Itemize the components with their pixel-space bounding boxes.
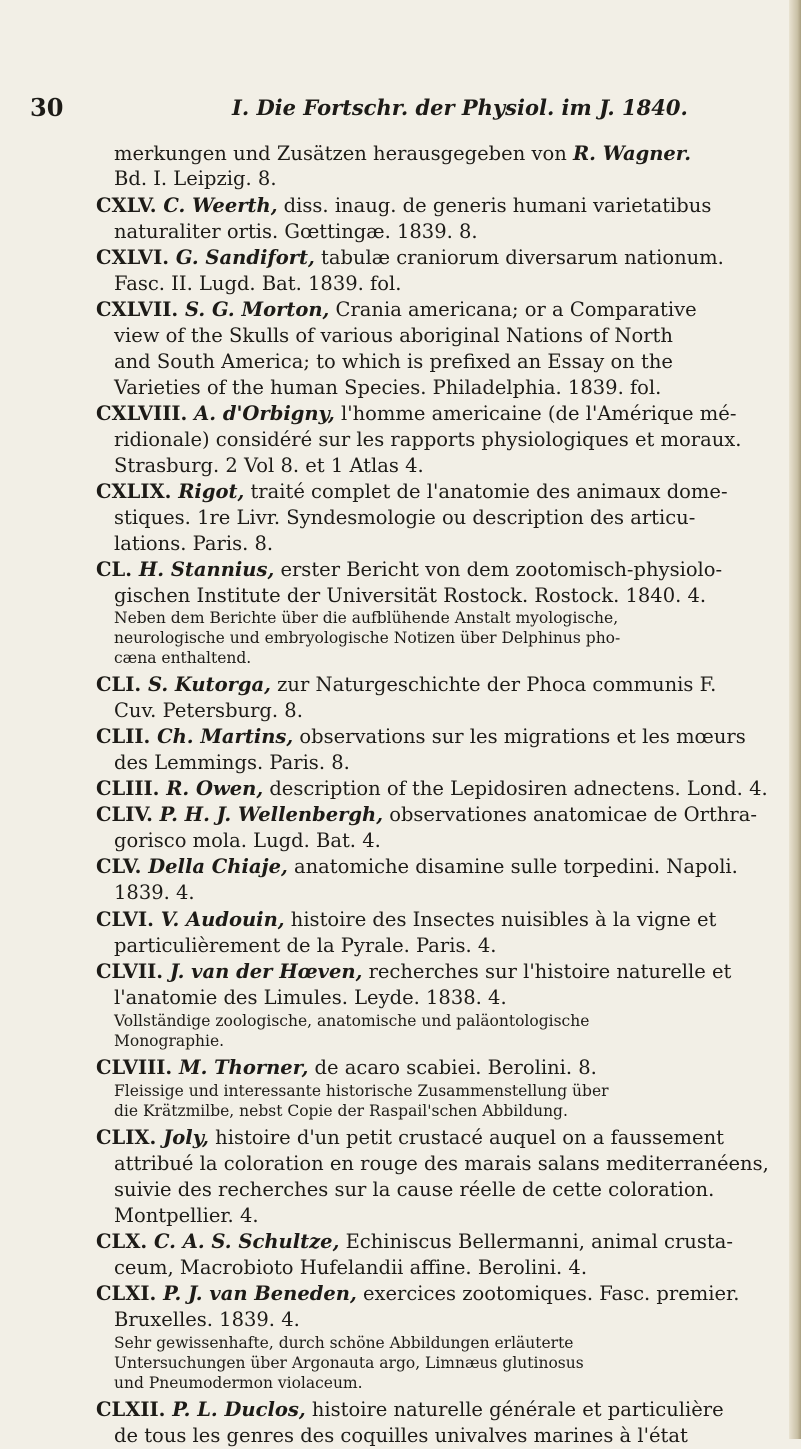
entry-line [96,245,724,271]
entry-line [114,933,496,959]
entry-author: C. A. S. Schultze, [153,1230,340,1253]
entry-line [114,453,424,479]
entry-text: gorisco mola. Lugd. Bat. 4. [114,829,381,852]
entry-author: P. L. Duclos, [172,1398,306,1421]
entry-line [96,1397,724,1423]
entry-note-line [114,1031,224,1051]
entry-number: CL. [96,558,139,581]
entry-line [96,907,716,933]
entry-text: merkungen und Zusätzen herausgegeben von [114,142,573,165]
entry-text: gischen Institute der Universität Rostock. Rostock. 1840. 4. [114,584,707,607]
entry-text: Neben dem Berichte über die aufblühende Anstalt myologische, [114,609,619,627]
entry-text: and South America; to which is prefixed an Essay on the [114,350,673,373]
entry-line [96,1229,733,1255]
entry-text: cæna enthaltend. [114,649,252,667]
entry-note-line [114,1081,609,1101]
entry-line [114,141,691,167]
entry-text: observations sur les migrations et les mœurs [293,725,746,748]
entry-author: P. J. van Beneden, [163,1282,357,1305]
entry-note-line [114,1011,589,1031]
entry-text: und Pneumodermon violaceum. [114,1374,363,1392]
entry-line [114,271,401,297]
entry-line [96,672,716,698]
entry-text: Varieties of the human Species. Philadelphia. 1839. fol. [114,376,662,399]
entry-text: Untersuchungen über Argonauta argo, Limnæus glutinosus [114,1354,584,1372]
entry-text: l'anatomie des Limules. Leyde. 1838. 4. [114,986,507,1009]
entry-text: 1839. 4. [114,881,195,904]
entry-number: CLIII. [96,777,167,800]
entry-line [114,219,478,245]
entry-text: histoire des Insectes nuisibles à la vigne et [284,908,717,931]
entry-number: CLVI. [96,908,161,931]
entry-line [114,531,273,557]
entry-line [114,1423,688,1449]
entry-text: traité complet de l'anatomie des animaux dome- [244,480,728,503]
entry-line [114,375,661,401]
entry-number: CLV. [96,855,149,878]
entry-number: CLIV. [96,803,160,826]
entry-line [114,985,507,1011]
entry-text: observationes anatomicae de Orthra- [383,803,757,826]
entry-author: S. Kutorga, [147,673,271,696]
entry-line [96,1055,597,1081]
entry-text: ridionale) considéré sur les rapports physiologiques et moraux. [114,428,742,451]
entry-line [96,297,697,323]
entry-text: Fleissige und interessante historische Zusammenstellung über [114,1082,609,1100]
entry-note-line [114,628,620,648]
entry-author: S. G. Morton, [185,298,330,321]
entry-line [114,323,673,349]
entry-line [114,505,695,531]
entry-text: attribué la coloration en rouge des marais salans mediterranéens, [114,1152,769,1175]
entry-line [96,193,711,219]
entry-number: CLXI. [96,1282,164,1305]
entry-text: Monographie. [114,1032,225,1050]
entry-number: CLIX. [96,1126,164,1149]
entry-number: CLI. [96,673,148,696]
entry-line [96,802,757,828]
entry-line [96,959,731,985]
entry-number: CLX. [96,1230,154,1253]
entry-text: l'homme americaine (de l'Amérique mé- [334,402,737,425]
entry-author: V. Audouin, [160,908,285,931]
running-head: I. Die Fortschr. der Physiol. im J. 1840. [232,95,688,120]
entry-line [114,750,350,776]
entry-line [96,1281,739,1307]
entry-note-line [114,1353,584,1373]
entry-number: CXLVII. [96,298,185,321]
entry-text: erster Bericht von dem zootomisch-physiolo- [274,558,723,581]
entry-number: CXLVI. [96,246,176,269]
entry-text: suivie des recherches sur la cause réelle de cette coloration. [114,1178,715,1201]
entry-line [114,427,741,453]
entry-text: particulièrement de la Pyrale. Paris. 4. [114,934,497,957]
entry-note-line [114,608,618,628]
entry-number: CLII. [96,725,158,748]
entry-text: Cuv. Petersburg. 8. [114,699,303,722]
entry-text: de tous les genres des coquilles univalves marines à l'état [114,1424,688,1447]
entry-line [114,349,673,375]
entry-text: des Lemmings. Paris. 8. [114,751,350,774]
entry-note-line [114,648,251,668]
entry-author: J. van der Hœven, [169,960,363,983]
entry-text: diss. inaug. de generis humani varietatibus [277,194,712,217]
entry-number: CXLV. [96,194,164,217]
entry-text: histoire naturelle générale et particulière [305,1398,724,1421]
entry-line [114,1203,259,1229]
entry-line [114,1151,769,1177]
entry-line [96,776,768,802]
entry-text: Montpellier. 4. [114,1204,259,1227]
entry-author: H. Stannius, [138,558,275,581]
entry-text: tabulæ craniorum diversarum nationum. [314,246,724,269]
entry-text: view of the Skulls of various aboriginal Nations of North [114,324,673,347]
entry-line [114,1307,300,1333]
entry-text: Echiniscus Bellermanni, animal crusta- [339,1230,733,1253]
entry-text: Strasburg. 2 Vol 8. et 1 Atlas 4. [114,454,424,477]
entry-line [114,828,381,854]
entry-author: Ch. Martins, [157,725,294,748]
entry-text: description of the Lepidosiren adnectens. Lond. 4. [263,777,768,800]
entry-text: Bd. I. Leipzig. 8. [114,167,277,190]
entry-line [96,401,736,427]
entry-author: Rigot, [178,480,245,503]
entry-text: stiques. 1re Livr. Syndesmologie ou description des articu- [114,506,696,529]
entry-line [114,698,303,724]
entry-line [96,1125,724,1151]
entry-line [96,724,746,750]
entry-text: neurologische und embryologische Notizen über Delphinus pho- [114,629,621,647]
entry-text: die Krätzmilbe, nebst Copie der Raspail'schen Abbildung. [114,1102,568,1120]
entry-author: G. Sandifort, [175,246,315,269]
entry-line [96,479,728,505]
entry-text: naturaliter ortis. Gœttingæ. 1839. 8. [114,220,478,243]
entry-number: CXLIX. [96,480,179,503]
entry-author: Joly, [163,1126,209,1149]
entry-note-line [114,1333,573,1353]
entry-text: exercices zootomiques. Fasc. premier. [356,1282,740,1305]
entry-author: A. d'Orbigny, [194,402,335,425]
entry-author: R. Wagner. [572,142,692,165]
page-header [30,93,730,129]
entry-text: Sehr gewissenhafte, durch schöne Abbildungen erläuterte [114,1334,574,1352]
entry-line [114,583,706,609]
entry-text: zur Naturgeschichte der Phoca communis F. [270,673,717,696]
entry-text: Fasc. II. Lugd. Bat. 1839. fol. [114,272,402,295]
entry-text: Crania americana; or a Comparative [329,298,697,321]
entry-author: R. Owen, [166,777,264,800]
entry-text: lations. Paris. 8. [114,532,274,555]
entry-line [114,166,277,192]
entry-text: anatomiche disamine sulle torpedini. Napoli. [287,855,738,878]
entry-text: recherches sur l'histoire naturelle et [362,960,732,983]
entry-text: histoire d'un petit crustacé auquel on a faussement [208,1126,724,1149]
entry-note-line [114,1101,568,1121]
entry-note-line [114,1373,363,1393]
entry-text: de acaro scabiei. Berolini. 8. [308,1056,597,1079]
entry-author: M. Thorner, [179,1056,309,1079]
entry-text: Bruxelles. 1839. 4. [114,1308,300,1331]
entry-line [114,880,195,906]
entry-line [96,854,738,880]
entry-author: P. H. J. Wellenbergh, [159,803,383,826]
entry-line [114,1177,714,1203]
entry-number: CLVII. [96,960,170,983]
entry-line [114,1255,587,1281]
entry-number: CXLVIII. [96,402,195,425]
entry-author: Della Chiaje, [148,855,288,878]
entry-author: C. Weerth, [163,194,278,217]
page-number: 30 [30,93,64,122]
entry-text: ceum, Macrobioto Hufelandii affine. Berolini. 4. [114,1256,588,1279]
page-edge-shadow [789,0,801,1439]
entry-number: CLVIII. [96,1056,179,1079]
entry-number: CLXII. [96,1398,173,1421]
entry-text: Vollständige zoologische, anatomische und paläontologische [114,1012,590,1030]
entry-line [96,557,722,583]
